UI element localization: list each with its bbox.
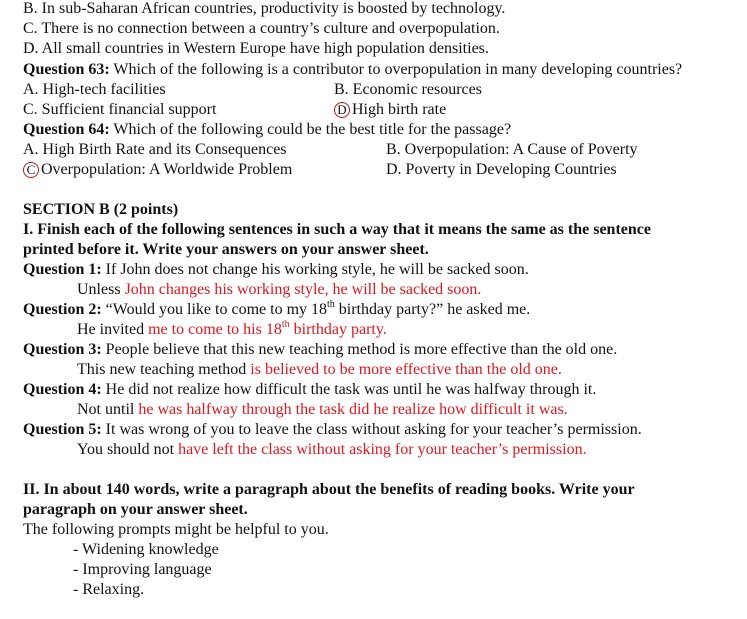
question-label: Question 5: [23, 421, 102, 438]
answer-ordinal-suffix: th [281, 318, 290, 330]
part2-intro: The following prompts might be helpful to you. [23, 521, 329, 538]
q63-option-d-text: High birth rate [352, 101, 447, 118]
question-3-answer [77, 360, 562, 380]
question-1-answer [77, 280, 481, 300]
question-text-a: “Would you like to come to my 18 [101, 301, 328, 318]
answer-a: me to come to his 18 [148, 321, 282, 338]
question-label: Question 2: [23, 301, 102, 318]
part1-instruction-2 [23, 240, 429, 260]
q63-label: Question 63: [23, 61, 110, 78]
question-4-answer [77, 400, 568, 420]
prompt-item: - Widening knowledge [73, 541, 219, 558]
question-label: Question 4: [23, 381, 102, 398]
q62-option-b: B. In sub-Saharan African countries, productivity is boosted by technology. [23, 0, 506, 17]
question-1 [23, 260, 529, 280]
question-3 [23, 340, 617, 360]
part2-instruction-2-text: paragraph on your answer sheet. [23, 501, 248, 518]
question-text: If John does not change his working style, he will be sacked soon. [101, 261, 529, 278]
question-5-answer [77, 440, 587, 460]
prompt-item: - Relaxing. [73, 581, 145, 598]
q62-option-c: C. There is no connection between a country’s culture and overpopulation. [23, 20, 500, 37]
question-label: Question 3: [23, 341, 102, 358]
q64-option-d: D. Poverty in Developing Countries [386, 161, 617, 178]
q64-stem [23, 120, 511, 140]
q64-label: Question 64: [23, 121, 110, 138]
answer-start: This new teaching method [77, 361, 251, 378]
question-2-answer [77, 320, 387, 340]
q64-text: Which of the following could be the best title for the passage? [109, 121, 512, 138]
section-b-title-text: SECTION B (2 points) [23, 201, 179, 218]
answer-start: Unless [77, 281, 125, 298]
question-text: He did not realize how difficult the task was until he was halfway through it. [101, 381, 597, 398]
q63-option-b: B. Economic resources [334, 81, 482, 98]
answer-start: You should not [77, 441, 179, 458]
question-label: Question 1: [23, 261, 102, 278]
q62-option-d: D. All small countries in Western Europe have high population densities. [23, 40, 489, 57]
q64-option-c-text: Overpopulation: A Worldwide Problem [41, 161, 293, 178]
handwritten-answer: is believed to be more effective than the old one. [250, 361, 562, 378]
answer-start: Not until [77, 401, 139, 418]
part2-instruction-2 [23, 500, 248, 520]
q63-option-a: A. High-tech facilities [23, 81, 166, 98]
section-b-title [23, 200, 178, 220]
part1-instruction-1 [23, 220, 651, 240]
prompt-item: - Improving language [73, 561, 212, 578]
part1-instruction-2-text: printed before it. Write your answers on your answer sheet. [23, 241, 429, 258]
question-text: It was wrong of you to leave the class without asking for your teacher’s permission. [101, 421, 642, 438]
part2-instruction-1-text: II. In about 140 words, write a paragraph about the benefits of reading books. Write your [23, 481, 635, 498]
question-text-b: birthday party?” he asked me. [334, 301, 531, 318]
handwritten-answer: John changes his working style, he will be sacked soon. [124, 281, 482, 298]
ordinal-suffix: th [327, 298, 335, 310]
question-5 [23, 420, 642, 440]
q63-stem [23, 60, 682, 80]
q64-option-c [23, 160, 292, 180]
q64-option-a: A. High Birth Rate and its Consequences [23, 141, 287, 158]
q63-text: Which of the following is a contributor to overpopulation in many developing countries? [109, 61, 683, 78]
question-text: People believe that this new teaching method is more effective than the old one. [101, 341, 618, 358]
part1-instruction-1-text: I. Finish each of the following sentences in such a way that it means the same as the sentence [23, 221, 651, 238]
handwritten-answer: have left the class without asking for your teacher’s permission. [178, 441, 587, 458]
circled-answer-mark: D [334, 102, 350, 118]
circled-answer-mark: C [23, 162, 39, 178]
part2-instruction-1 [23, 480, 635, 500]
question-4 [23, 380, 596, 400]
q63-option-c: C. Sufficient financial support [23, 101, 217, 118]
handwritten-answer: he was halfway through the task did he realize how difficult it was. [138, 401, 568, 418]
answer-b: birthday party. [289, 321, 387, 338]
question-2 [23, 300, 530, 320]
q64-option-b: B. Overpopulation: A Cause of Poverty [386, 141, 638, 158]
answer-start: He invited [77, 321, 149, 338]
q63-option-d [334, 100, 446, 120]
